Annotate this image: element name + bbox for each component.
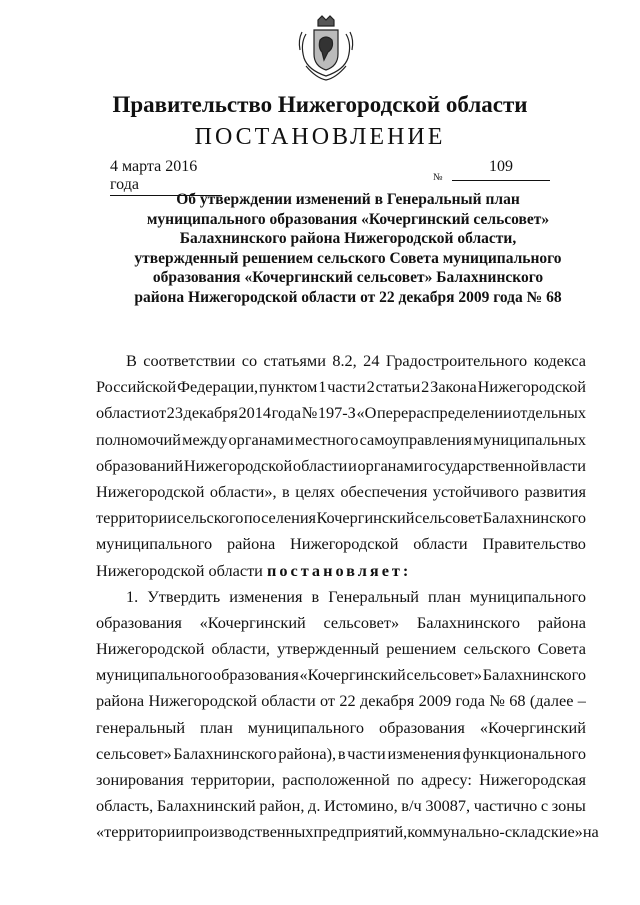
- word: Градостроительного: [385, 351, 528, 370]
- word: муниципальных: [473, 429, 586, 449]
- word: «Кочергинский: [479, 717, 586, 737]
- word: целях: [295, 481, 335, 501]
- text-line: [96, 453, 586, 479]
- issuing-authority: Правительство Нижегородской области: [112, 92, 528, 117]
- word: района: [537, 612, 586, 632]
- word: –: [577, 691, 586, 711]
- word: Закона: [430, 377, 477, 397]
- text-line: [96, 584, 586, 610]
- title-line: Об утверждении изменений в Генеральный план: [176, 191, 520, 208]
- word: года: [271, 403, 302, 423]
- word: области,: [211, 639, 270, 659]
- word: Истомино,: [324, 796, 398, 816]
- word: утвержденный: [277, 639, 380, 659]
- word: в: [282, 481, 290, 501]
- word: отдельных: [512, 403, 586, 423]
- word: 2009: [418, 691, 452, 711]
- word: области: [261, 691, 316, 711]
- word: статьи: [375, 377, 421, 397]
- word: 2014: [238, 403, 272, 423]
- word: муниципального: [247, 717, 364, 737]
- word: сельсовет»: [406, 665, 483, 685]
- title-line: Балахнинского района Нижегородской области,: [179, 230, 517, 247]
- word: 1: [318, 377, 327, 397]
- word: Балахнинский: [156, 796, 256, 816]
- word: сельского: [176, 508, 244, 528]
- title-line: утвержденный решением сельского Совета муниципального: [134, 249, 562, 267]
- text-line: [96, 767, 586, 793]
- word: план: [428, 586, 461, 606]
- word: от: [320, 691, 336, 711]
- word: функционального: [462, 743, 586, 763]
- title-line: муниципального образования «Кочергинский сельсовет»: [146, 210, 550, 228]
- text-line: [96, 662, 586, 688]
- word: генеральный: [96, 717, 186, 737]
- word: область,: [96, 796, 154, 816]
- text-line: [96, 636, 586, 662]
- word: области»,: [209, 481, 277, 501]
- text-line: [96, 531, 586, 557]
- word: сельсовет: [414, 508, 483, 528]
- word: сельсовет»: [323, 612, 400, 632]
- word: 68: [509, 691, 526, 711]
- text-line: [96, 819, 599, 845]
- word: самоуправления: [359, 429, 473, 449]
- word: №: [489, 691, 505, 711]
- word: В: [126, 351, 137, 370]
- word: 2: [421, 377, 430, 397]
- word: района: [96, 691, 145, 711]
- word: 24: [363, 351, 380, 370]
- title-line: района Нижегородской области от 22 декабря 2009 года № 68: [134, 288, 562, 306]
- text-line: [96, 715, 586, 741]
- word: 2: [366, 377, 375, 397]
- word: от: [151, 403, 167, 423]
- word: Совета: [537, 639, 586, 659]
- word: Генеральный: [328, 586, 419, 606]
- word: коммунально-складские»: [407, 822, 583, 842]
- word: Правительство: [482, 534, 586, 554]
- word: план: [200, 717, 233, 737]
- word: в: [337, 743, 346, 763]
- word: кодекса: [533, 351, 586, 370]
- text-line: [96, 427, 586, 453]
- word: предприятий,: [313, 822, 408, 842]
- text-line: [96, 479, 586, 505]
- word: муниципального: [96, 534, 213, 554]
- word: местного: [294, 429, 359, 449]
- word: части: [347, 743, 386, 763]
- word: перераспределении: [376, 403, 512, 423]
- word: образования: [212, 665, 299, 685]
- word: года: [455, 691, 485, 711]
- word: пунктом: [259, 377, 318, 397]
- word: «Кочергинский: [299, 665, 406, 685]
- word: области: [413, 534, 468, 554]
- word: изменения: [229, 586, 303, 606]
- word: (далее: [529, 691, 574, 711]
- text-line: [96, 688, 586, 714]
- word: Нижегородской: [290, 534, 399, 554]
- word: расположенной: [282, 770, 390, 789]
- word: Нижегородской: [96, 481, 205, 501]
- word: сельсовет»: [96, 743, 172, 763]
- word: по: [397, 770, 414, 789]
- word: Кочергинский: [316, 508, 415, 528]
- word: образования: [378, 717, 465, 737]
- word: муниципального: [96, 665, 213, 685]
- word: декабря: [359, 691, 415, 711]
- text-line: [96, 610, 586, 636]
- document-title: [96, 190, 600, 307]
- word: образования: [96, 612, 182, 632]
- word: адресу:: [421, 770, 472, 789]
- word: «территории: [96, 822, 185, 842]
- text-line: [96, 348, 586, 374]
- word: 22: [339, 691, 356, 711]
- number-label: №: [433, 172, 443, 183]
- word: с: [540, 796, 549, 816]
- word: №: [301, 403, 318, 423]
- word: соответствии: [143, 351, 236, 370]
- word: органами: [228, 429, 294, 449]
- word: 1.: [126, 586, 139, 606]
- word: «Кочергинский: [199, 612, 306, 632]
- document-type: ПОСТАНОВЛЕНИЕ: [194, 124, 446, 150]
- word: Утвердить: [147, 586, 221, 606]
- word: власти: [540, 455, 586, 475]
- word: изменения: [387, 743, 461, 763]
- word: территории,: [191, 770, 276, 789]
- word: территории: [96, 508, 176, 528]
- word: 197-З: [317, 403, 356, 423]
- word: Нижегородской: [477, 377, 586, 397]
- word: в: [311, 586, 320, 606]
- word: со: [241, 351, 258, 370]
- word: «О: [356, 403, 377, 423]
- decree-line: [96, 558, 586, 584]
- word: органами: [357, 455, 423, 475]
- word: Федерации,: [177, 377, 259, 397]
- word: обеспечения: [340, 481, 428, 501]
- word: частично: [473, 796, 538, 816]
- word: в/ч: [401, 796, 422, 816]
- text-line: [96, 374, 586, 400]
- word: развития: [524, 481, 586, 501]
- word: 23: [166, 403, 183, 423]
- decree-word: постановляет:: [266, 560, 412, 580]
- word: полномочий: [96, 429, 181, 449]
- word: и: [348, 455, 357, 475]
- word: Балахнинского: [416, 612, 521, 632]
- text-line: [96, 505, 586, 531]
- word: между: [182, 429, 228, 449]
- word: поселения: [243, 508, 317, 528]
- word: сельского: [463, 639, 531, 659]
- word: производственных: [184, 822, 314, 842]
- word: зонирования: [96, 770, 184, 789]
- text-line: [96, 793, 586, 819]
- coat-of-arms-icon: [296, 14, 356, 82]
- word: декабря: [183, 403, 238, 423]
- word: район,: [259, 796, 305, 816]
- word: статьями: [263, 351, 326, 370]
- word: на: [582, 822, 599, 842]
- word: части: [327, 377, 366, 397]
- word: области: [96, 403, 151, 423]
- word: области: [292, 455, 348, 475]
- word: д.: [308, 796, 321, 816]
- word: Нижегородской: [96, 639, 205, 659]
- text-line: Нижегородской области: [96, 560, 263, 580]
- title-line: образования «Кочергинский сельсовет» Балахнинского: [152, 269, 544, 286]
- word: Российской: [96, 377, 177, 397]
- word: Нижегородской: [148, 691, 257, 711]
- text-line: [96, 741, 586, 767]
- word: Нижегородской: [183, 455, 293, 475]
- word: муниципального: [469, 586, 586, 606]
- word: Балахнинского: [482, 508, 586, 528]
- word: Нижегородская: [479, 770, 586, 789]
- text-line: [96, 400, 586, 426]
- word: 30087,: [425, 796, 471, 816]
- word: образований: [96, 455, 184, 475]
- document-number: 109: [452, 158, 550, 181]
- word: 8.2,: [332, 351, 357, 370]
- word: зоны: [551, 796, 586, 816]
- document-body: [96, 348, 599, 846]
- word: Балахнинского: [482, 665, 586, 685]
- word: района),: [278, 743, 337, 763]
- word: решением: [386, 639, 457, 659]
- word: устойчивого: [432, 481, 519, 501]
- document-date: 4 марта 2016 года: [110, 158, 222, 196]
- word: района: [227, 534, 276, 554]
- word: государственной: [423, 455, 540, 475]
- word: Балахнинского: [173, 743, 277, 763]
